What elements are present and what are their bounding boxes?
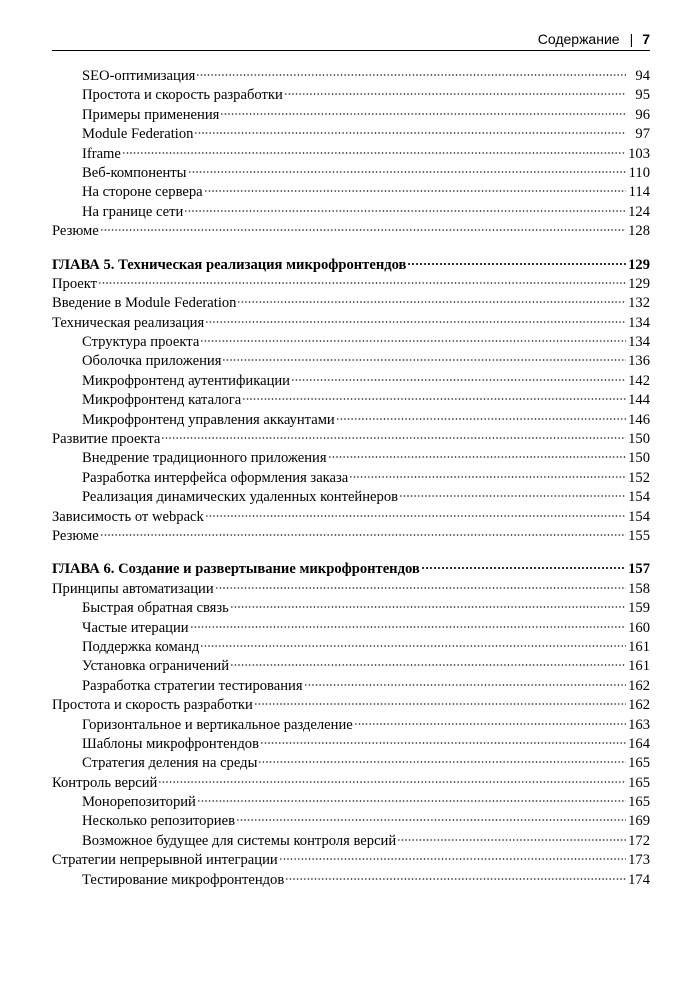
toc-leader-dots [260,741,626,745]
toc-leader-dots [254,702,626,706]
toc-entry [52,754,650,773]
toc-entry-title: Поддержка команд [82,638,200,655]
toc-entry [52,774,650,793]
toc-entry-title: Оболочка приложения [82,353,222,370]
toc-leader-dots [200,339,626,343]
header-section-title: Содержание [537,31,620,47]
running-header [538,31,650,47]
toc-entry [52,183,650,202]
toc-entry [52,106,650,125]
toc-entry-page: 134 [628,334,650,351]
toc-leader-dots [204,189,626,193]
toc-entry-page: 146 [628,411,650,428]
toc-entry-page: 136 [628,353,650,370]
toc-entry-title: Веб-компоненты [82,164,187,181]
toc-entry-title: Тестирование микрофронтендов [82,871,285,888]
toc-entry-page: 103 [628,145,650,162]
toc-entry [52,619,650,638]
toc-entry-title: Контроль версий [52,774,158,791]
toc-entry [52,449,650,468]
toc-entry [52,430,650,449]
toc-entry [52,508,650,527]
toc-leader-dots [336,417,626,421]
toc-entry-title: Микрофронтенд аутентификации [82,372,290,389]
toc-leader-dots [284,92,626,96]
toc-entry [52,314,650,333]
toc-leader-dots [236,818,626,822]
toc-entry [52,372,650,391]
toc-entry [52,488,650,507]
toc-entry-page: 154 [628,508,650,525]
toc-leader-dots [285,877,626,881]
toc-entry-title: Микрофронтенд управления аккаунтами [82,411,335,428]
toc-entry-page: 174 [628,871,650,888]
toc-entry [52,125,650,144]
toc-leader-dots [230,605,626,609]
toc-entry [52,411,650,430]
toc-entry-title: Установка ограничений [82,658,230,675]
toc-leader-dots [200,644,626,648]
toc-leader-dots [100,228,626,232]
toc-leader-dots [304,683,626,687]
toc-entry-page: 162 [628,697,650,714]
toc-leader-dots [328,455,626,459]
toc-entry-page: 154 [628,489,650,506]
toc-entry-title: Принципы автоматизации [52,580,214,597]
toc-gap [52,546,650,560]
toc-entry-title: Микрофронтенд каталога [82,392,242,409]
toc-leader-dots [230,663,626,667]
toc-entry [52,86,650,105]
toc-entry-page: 150 [628,431,650,448]
toc-leader-dots [188,170,627,174]
toc-leader-dots [190,625,626,629]
toc-entry-title: SEO-оптимизация [82,68,196,84]
toc-entry-title: Реализация динамических удаленных контейнеров [82,489,399,506]
toc-entry-title: Примеры применения [82,106,220,123]
toc-leader-dots [98,281,626,285]
toc-entry-page: 173 [628,852,650,869]
toc-entry-page: 169 [628,813,650,830]
toc-entry-page: 129 [628,256,650,273]
toc-entry-title: ГЛАВА 6. Создание и развертывание микрофронтендов [52,561,420,578]
toc-entry-page: 152 [628,469,650,486]
toc-entry-page: 128 [628,223,650,240]
toc-leader-dots [197,799,626,803]
toc-entry-page: 110 [628,164,650,181]
toc-leader-dots [407,262,626,266]
header-rule [52,50,650,51]
toc-entry [52,677,650,696]
toc-entry-page: 164 [628,735,650,752]
toc-gap [52,242,650,256]
toc-entry-title: Внедрение традиционного приложения [82,450,327,467]
toc-leader-dots [205,514,626,518]
toc-leader-dots [158,780,626,784]
toc-entry [52,222,650,241]
toc-entry-page: 124 [628,203,650,220]
toc-leader-dots [194,131,626,135]
toc-entry-title: Монорепозиторий [82,794,196,811]
toc-leader-dots [291,378,626,382]
toc-chapter-heading [52,560,650,579]
toc-entry-title: Разработка стратегии тестирования [82,677,303,694]
toc-block-chapter-6 [52,560,650,890]
toc-entry [52,716,650,735]
toc-entry-title: ГЛАВА 5. Техническая реализация микрофронтендов [52,256,407,273]
toc-entry-page: 163 [628,716,650,733]
toc-entry-page: 134 [628,314,650,331]
toc-entry-page: 172 [628,832,650,849]
toc-entry-page: 97 [635,126,650,143]
toc-leader-dots [196,73,626,77]
toc-entry-title: Развитие проекта [52,431,161,448]
toc-leader-dots [161,436,626,440]
toc-entry [52,638,650,657]
toc-entry-title: На стороне сервера [82,184,203,201]
toc-entry-title: Быстрая обратная связь [82,600,229,617]
toc-entry-page: 144 [628,392,650,409]
toc-entry [52,164,650,183]
toc-entry-page: 165 [628,774,650,791]
toc-entry-title: Резюме [52,527,99,544]
toc-entry-title: Горизонтальное и вертикальное разделение [82,716,353,733]
toc-entry-page: 150 [628,450,650,467]
toc-chapter-heading [52,256,650,275]
toc-entry [52,294,650,313]
toc-entry [52,657,650,676]
toc-leader-dots [222,358,626,362]
toc-entry-page: 95 [635,87,650,104]
toc-entry-page: 132 [628,295,650,312]
toc-leader-dots [399,494,626,498]
toc-entry [52,599,650,618]
toc-entry-page: 161 [628,658,650,675]
toc-entry [52,871,650,890]
toc-entry-page: 94 [635,68,650,84]
toc-entry [52,333,650,352]
toc-entry [52,527,650,546]
toc-entry-title: Резюме [52,223,99,240]
toc-entry [52,812,650,831]
toc-entry-title: Простота и скорость разработки [52,697,253,714]
toc-entry [52,735,650,754]
toc-entry-title: Частые итерации [82,619,189,636]
toc-entry [52,851,650,870]
toc-entry-page: 165 [628,755,650,772]
toc-entry-page: 157 [628,561,650,578]
toc-entry [52,275,650,294]
toc-leader-dots [215,586,626,590]
toc-block-chapter-4-tail [52,67,650,242]
toc-leader-dots [242,397,626,401]
toc-entry-title: Структура проекта [82,334,200,351]
toc-leader-dots [100,533,626,537]
toc-leader-dots [122,151,626,155]
toc-entry-page: 114 [628,184,650,201]
toc-entry-page: 142 [628,372,650,389]
toc-leader-dots [237,300,626,304]
table-of-contents [52,67,650,890]
toc-entry-page: 159 [628,600,650,617]
toc-entry-title: Зависимость от webpack [52,508,204,525]
toc-leader-dots [279,857,626,861]
toc-entry-title: Введение в Module Federation [52,295,237,312]
toc-leader-dots [397,838,626,842]
toc-entry-page: 155 [628,527,650,544]
toc-entry [52,793,650,812]
toc-entry [52,832,650,851]
toc-entry-title: Простота и скорость разработки [82,87,283,104]
toc-leader-dots [184,209,626,213]
header-separator: | [629,31,634,47]
toc-entry [52,391,650,410]
toc-entry [52,580,650,599]
toc-entry-title: Проект [52,275,98,292]
toc-entry-page: 129 [628,275,650,292]
toc-entry-title: Несколько репозиториев [82,813,235,830]
toc-entry-page: 96 [635,106,650,123]
toc-leader-dots [421,566,626,570]
toc-entry-title: Iframe [82,145,121,162]
toc-entry-page: 165 [628,794,650,811]
toc-entry [52,203,650,222]
toc-leader-dots [258,760,626,764]
toc-entry-title: Возможное будущее для системы контроля версий [82,832,397,849]
toc-entry [52,352,650,371]
toc-entry [52,469,650,488]
toc-entry-page: 158 [628,580,650,597]
toc-entry-page: 161 [628,638,650,655]
toc-entry-title: Шаблоны микрофронтендов [82,735,259,752]
toc-entry-page: 160 [628,619,650,636]
toc-entry [52,696,650,715]
toc-entry-title: Стратегия деления на среды [82,755,258,772]
header-page-number: 7 [642,31,650,47]
toc-entry-title: Module Federation [82,126,194,143]
toc-block-chapter-5 [52,256,650,547]
toc-entry [52,145,650,164]
toc-entry-title: Стратегии непрерывной интеграции [52,852,278,869]
toc-entry-title: Техническая реализация [52,314,205,331]
toc-leader-dots [205,320,626,324]
toc-entry-title: Разработка интерфейса оформления заказа [82,469,349,486]
toc-entry-title: На границе сети [82,203,184,220]
toc-entry-page: 162 [628,677,650,694]
toc-leader-dots [354,722,626,726]
toc-entry [52,67,650,86]
toc-leader-dots [349,475,626,479]
toc-leader-dots [220,112,626,116]
